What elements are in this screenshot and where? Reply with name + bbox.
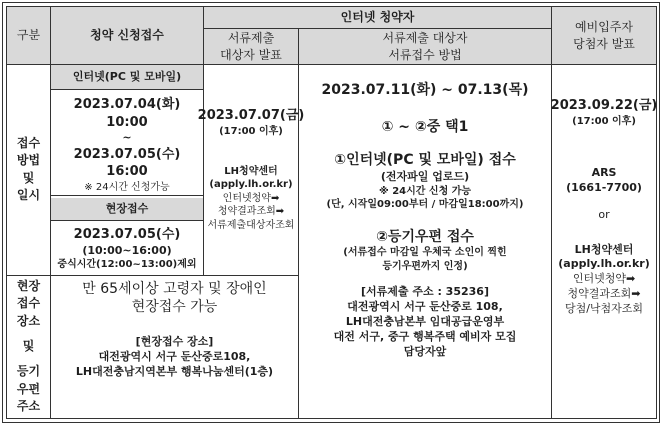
prelim-url: (apply.lh.or.kr) — [558, 257, 650, 271]
prelim-path1: 인터넷청약➡ — [572, 272, 636, 286]
doc-target-path2: 청약결과조회➡ — [217, 206, 285, 218]
note-24h: ※ 24시간 신청가능 — [84, 182, 170, 194]
onsite-title: 현장접수 — [51, 198, 203, 221]
prelim-path3: 당첨/낙첨자조회 — [564, 301, 644, 315]
doc-target-time: (17:00 이후) — [219, 126, 283, 138]
doc-target-path3: 서류제출대상자조회 — [207, 219, 295, 231]
row-label-line: 등기 — [16, 364, 41, 379]
row-label-line: 일시 — [16, 188, 41, 203]
apply-internet-cell — [51, 65, 204, 196]
header-prelim: 예비입주자 당첨자 발표 — [552, 7, 657, 65]
header-doc-method: 서류제출 대상자 서류접수 방법 — [299, 29, 552, 65]
doc-target-cell — [197, 65, 305, 276]
opt2-note1: (서류접수 마감일 우체국 소인이 찍힌 — [343, 247, 507, 259]
opt1-note: ※ 24시간 신청 가능 — [378, 185, 472, 197]
addr-line3: 대전 서구, 중구 행복주택 예비자 모집 — [333, 329, 517, 343]
opt1-sub: (전자파일 업로드) — [380, 169, 470, 183]
row-label-line: 현장 — [16, 278, 41, 293]
internet-date-end: 2023.07.05(수) 16:00 — [73, 146, 181, 180]
opt2-title: ②등기우편 접수 — [376, 228, 474, 245]
internet-date-start: 2023.07.04(화) 10:00 — [73, 97, 181, 130]
prelim-time: (17:00 이후) — [572, 115, 636, 127]
row-label-line: 주소 — [16, 399, 41, 414]
prelim-date: 2023.09.22(금) — [550, 98, 658, 113]
internet-title: 인터넷(PC 및 모바일) — [51, 65, 203, 90]
header-gubun: 구분 — [7, 7, 51, 65]
header-apply: 청약 신청접수 — [51, 7, 204, 65]
opt2-note2: 등기우편까지 인정) — [382, 260, 468, 272]
prelim-cell — [552, 65, 657, 419]
addr-line4: 담당자앞 — [403, 344, 447, 358]
prelim-center: LH청약센터 — [574, 242, 634, 256]
prelim-or: or — [598, 207, 610, 221]
row-label-line: 및 — [22, 170, 35, 185]
doc-target-center: LH청약센터 — [224, 165, 278, 177]
row-label-line: 방법 — [16, 153, 41, 168]
place-line2: LH대전충남지역본부 행복나눔센터(1층) — [75, 365, 274, 378]
prelim-path2: 청약결과조회➡ — [567, 287, 641, 301]
place-title: [현장접수 장소] — [135, 335, 214, 349]
place-line1: 대전광역시 서구 둔산중로108, — [98, 350, 251, 364]
doc-period: 2023.07.11(화) ~ 07.13(목) — [321, 82, 529, 98]
onsite-date: 2023.07.05(수) — [73, 227, 181, 243]
addr-line1: 대전광역시 서구 둔산중로 108, — [347, 300, 503, 314]
doc-method-cell — [299, 65, 552, 419]
doc-target-path1: 인터넷청약➡ — [222, 192, 280, 204]
doc-target-date: 2023.07.07(금) — [197, 108, 305, 124]
apply-onsite-cell — [51, 195, 204, 275]
doc-target-url: (apply.lh.or.kr) — [209, 179, 293, 191]
tilde: ~ — [122, 131, 132, 145]
elder-line2: 현장접수 가능 — [131, 299, 218, 316]
addr-title: [서류제출 주소 : 35236] — [361, 285, 489, 299]
onsite-location-cell — [51, 275, 299, 418]
row-label-line: 장소 — [16, 313, 41, 328]
opt1-title: ①인터넷(PC 및 모바일) 접수 — [334, 151, 516, 168]
row-label-line: 접수 — [16, 135, 41, 150]
lunch-note: 중식시간(12:00~13:00)제외 — [57, 259, 197, 271]
elder-line1: 만 65세이상 고령자 및 장애인 — [82, 280, 267, 297]
addr-line2: LH대전충남본부 임대공급운영부 — [345, 315, 505, 329]
choose-one: ① ~ ②중 택1 — [381, 118, 469, 135]
row-label-line: 및 — [22, 339, 35, 354]
onsite-time: (10:00~16:00) — [82, 243, 172, 257]
opt1-hours: (단, 시작일09:00부터 / 마감일18:00까지) — [326, 199, 524, 211]
row-label-line: 접수 — [16, 296, 41, 311]
row-label-line: 우편 — [16, 381, 41, 396]
row-label-reception — [7, 65, 51, 276]
schedule-table — [6, 6, 657, 419]
prelim-ars: ARS — [591, 166, 617, 180]
row-label-onsite — [7, 275, 51, 418]
header-internet-group: 인터넷 청약자 — [204, 7, 552, 29]
header-doc-target: 서류제출 대상자 발표 — [204, 29, 299, 65]
prelim-ars-number: (1661-7700) — [566, 180, 642, 194]
